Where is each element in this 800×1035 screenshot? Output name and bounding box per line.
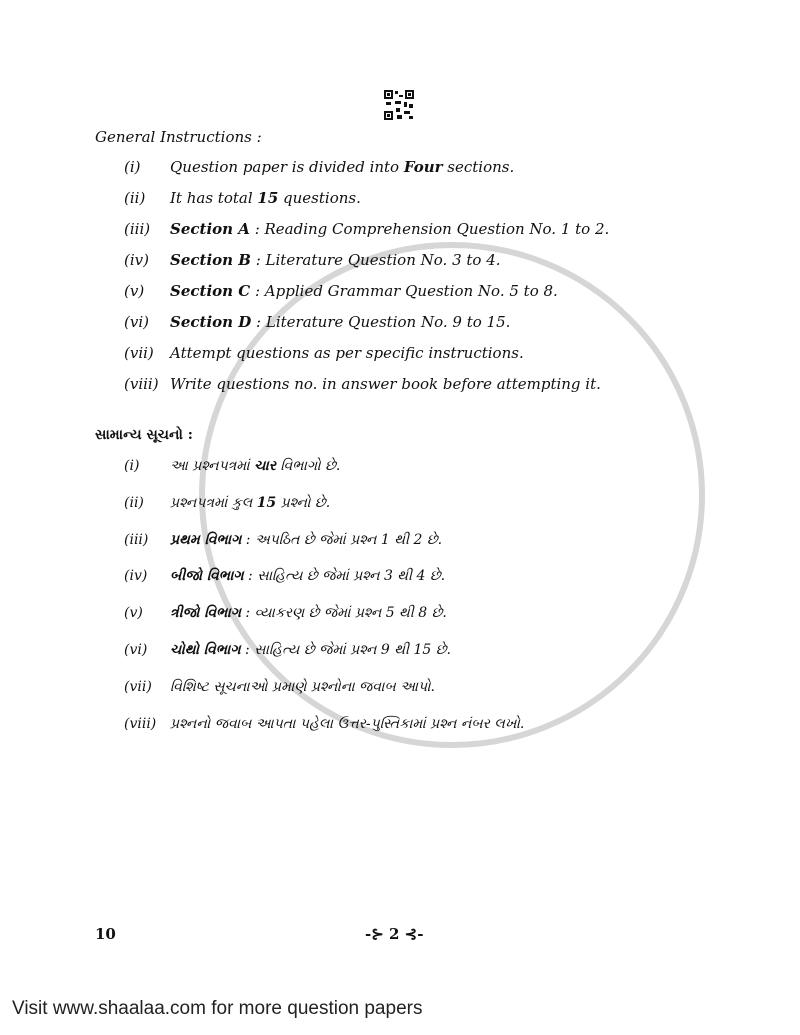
paper-code: 10 xyxy=(95,925,116,943)
instruction-item xyxy=(124,458,340,474)
instruction-item xyxy=(124,313,510,331)
item-text: Question paper is divided into xyxy=(170,158,404,176)
instruction-item xyxy=(124,251,501,269)
instruction-item xyxy=(124,375,601,393)
item-number: (ii) xyxy=(124,494,144,511)
item-text: પ્રશ્નપત્રમાં કુલ xyxy=(170,494,257,511)
item-text-end: questions. xyxy=(278,189,361,207)
item-number: (iii) xyxy=(124,220,151,238)
instruction-item xyxy=(124,716,524,732)
item-number: (iv) xyxy=(124,251,149,269)
item-bold-text: બીજો વિભાગ xyxy=(170,568,244,585)
general-instructions-heading: General Instructions : xyxy=(95,128,262,146)
item-bold-text: ત્રીજો વિભાગ xyxy=(170,605,241,622)
item-text-end: : Literature Question No. 9 to 15. xyxy=(251,313,511,331)
item-text-end: : Literature Question No. 3 to 4. xyxy=(250,251,501,269)
item-bold-text: Section D xyxy=(170,313,252,331)
instruction-item xyxy=(124,568,445,584)
item-number: (v) xyxy=(124,605,143,622)
item-number: (viii) xyxy=(124,375,159,393)
item-text-end: : વ્યાકરણ છે જેમાં પ્રશ્ન 5 થી 8 છે. xyxy=(240,605,447,622)
item-text: Attempt questions as per specific instructions. xyxy=(170,344,524,362)
item-text-end: પ્રશ્નો છે. xyxy=(276,494,331,511)
item-number: (vi) xyxy=(124,313,149,331)
page-number: -⊱ 2 ⊰- xyxy=(365,925,424,943)
item-text-end: : સાહિત્ય છે જેમાં પ્રશ્ન 3 થી 4 છે. xyxy=(243,568,446,585)
instruction-item xyxy=(124,532,442,548)
item-bold-text: Four xyxy=(403,158,443,176)
instruction-item xyxy=(124,158,514,176)
item-text: વિશિષ્ટ સૂચનાઓ પ્રમાણે પ્રશ્નોના જવાબ આપો. xyxy=(170,678,435,695)
item-number: (iv) xyxy=(124,568,148,585)
item-text-end: sections. xyxy=(442,158,515,176)
promo-banner[interactable]: Visit www.shaalaa.com for more question papers xyxy=(12,998,423,1019)
instruction-item xyxy=(124,642,451,658)
item-bold-text: Section A xyxy=(170,220,250,238)
instruction-item xyxy=(124,605,447,621)
item-bold-text: 15 xyxy=(257,189,279,207)
qr-code-icon xyxy=(384,90,414,120)
item-number: (ii) xyxy=(124,189,146,207)
item-bold-text: ચાર xyxy=(254,458,276,474)
instruction-item xyxy=(124,220,609,238)
item-bold-text: Section B xyxy=(170,251,251,269)
item-text-end: : સાહિત્ય છે જેમાં પ્રશ્ન 9 થી 15 છે. xyxy=(240,642,451,658)
item-bold-text: પ્રથમ વિભાગ xyxy=(170,531,242,548)
item-number: (vii) xyxy=(124,344,154,362)
item-text: આ પ્રશ્નપત્રમાં xyxy=(170,458,255,474)
instruction-item xyxy=(124,344,524,362)
item-number: (iii) xyxy=(124,531,149,548)
item-text: It has total xyxy=(170,189,258,207)
item-text-end: : Applied Grammar Question No. 5 to 8. xyxy=(250,282,558,300)
item-number: (i) xyxy=(124,158,141,176)
item-bold-text: 15 xyxy=(256,494,277,511)
instruction-item xyxy=(124,495,330,511)
item-number: (v) xyxy=(124,282,145,300)
item-text-end: : અપઠિત છે જેમાં પ્રશ્ન 1 થી 2 છે. xyxy=(241,531,443,548)
gujarati-instructions-heading: સામાન્ય સૂચનો : xyxy=(95,427,193,443)
item-bold-text: ચોથો વિભાગ xyxy=(170,642,241,658)
item-number: (vi) xyxy=(124,642,148,658)
item-text-end: વિભાગો છે. xyxy=(275,458,341,474)
item-text: Write questions no. in answer book before attempting it. xyxy=(170,375,601,393)
instruction-item xyxy=(124,679,435,695)
instruction-item xyxy=(124,189,361,207)
item-number: (i) xyxy=(124,458,140,474)
instruction-item xyxy=(124,282,558,300)
item-text-end: : Reading Comprehension Question No. 1 to 2. xyxy=(249,220,610,238)
item-text: પ્રશ્નનો જવાબ આપતા પહેલા ઉત્તર-પુસ્તિકામાં પ્રશ્ન નંબર લખો. xyxy=(170,715,525,732)
item-number: (viii) xyxy=(124,715,157,732)
item-number: (vii) xyxy=(124,678,152,695)
item-bold-text: Section C xyxy=(170,282,251,300)
